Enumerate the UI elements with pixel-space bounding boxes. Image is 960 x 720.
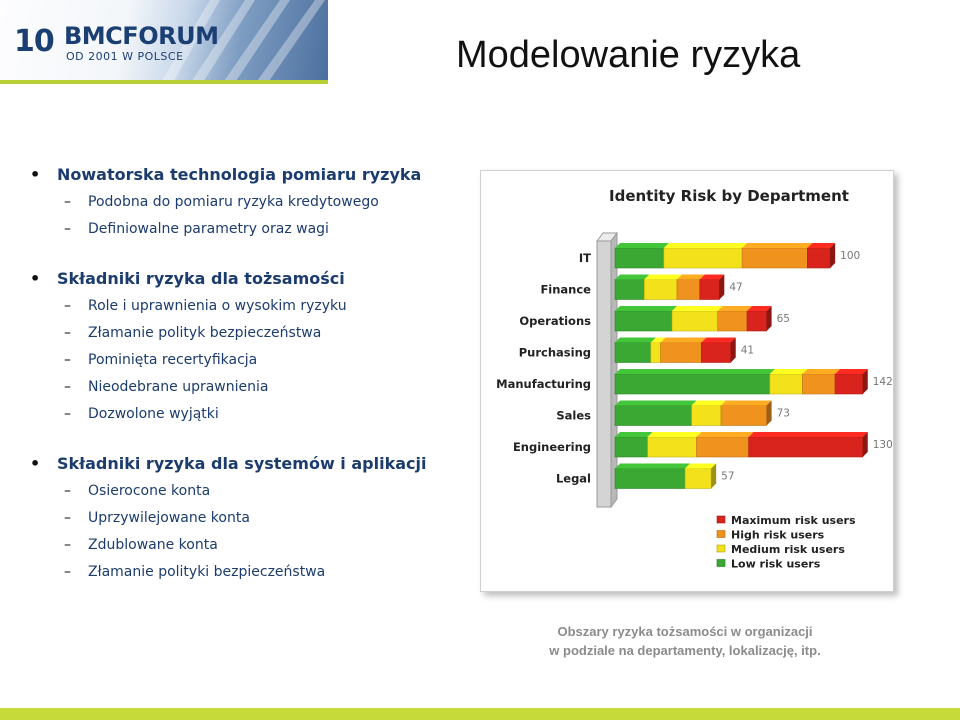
dash-icon: – (64, 324, 71, 341)
bullet-item-text: Zdublowane konta (88, 536, 218, 553)
bullet-item (30, 292, 460, 319)
bar-segment (615, 311, 672, 331)
bullet-item-text: Role i uprawnienia o wysokim ryzyku (88, 297, 347, 314)
axis-pillar-side (611, 233, 617, 507)
category-label: Purchasing (518, 345, 591, 360)
dash-icon: – (64, 297, 71, 314)
bar-segment (692, 406, 721, 426)
bar-segment (661, 343, 702, 363)
bar-segment-top (721, 401, 772, 406)
bullet-item-text: Złamanie polityki bezpieczeństwa (88, 563, 326, 580)
bar-segment (749, 437, 863, 457)
bullet-item-text: Dozwolone wyjątki (88, 405, 219, 422)
bar-segment-top (664, 243, 747, 248)
logo-subtitle: OD 2001 W POLSCE (66, 50, 184, 63)
bullet-item (30, 346, 460, 373)
bar-segment (615, 374, 770, 394)
bullet-dot-icon: • (30, 164, 41, 184)
bar-segment (718, 311, 747, 331)
bar-segment (615, 437, 648, 457)
bar-segment-top (742, 243, 812, 248)
legend-swatch (717, 516, 725, 523)
bullet-item-text: Pominięta recertyfikacja (88, 351, 258, 368)
bullet-item-text: Złamanie polityk bezpieczeństwa (88, 324, 322, 341)
bar-segment-top (615, 275, 649, 280)
bar-total-label: 65 (776, 313, 790, 325)
bar-total-label: 142 (872, 376, 893, 388)
caption-line-1: Obszary ryzyka tożsamości w organizacji (557, 624, 813, 639)
dash-icon: – (64, 405, 71, 422)
bullet-heading-text: Składniki ryzyka dla systemów i aplikacji (57, 453, 427, 473)
bullet-heading (30, 264, 460, 292)
slide-title: Modelowanie ryzyka (456, 34, 801, 76)
bar-segment (615, 280, 644, 300)
dash-icon: – (64, 509, 71, 526)
risk-chart-svg (481, 171, 893, 591)
legend-label: High risk users (731, 528, 825, 542)
bullet-item (30, 400, 460, 427)
dash-icon: – (64, 482, 71, 499)
bar-segment (615, 469, 685, 489)
logo-underline (0, 80, 328, 84)
category-label: Operations (519, 314, 591, 328)
dash-icon: – (64, 351, 71, 368)
bar-segment-top (802, 369, 840, 374)
bullet-item (30, 558, 460, 585)
bar-total-label: 100 (840, 250, 861, 262)
bullet-item (30, 504, 460, 531)
dash-icon: – (64, 536, 71, 553)
bar-segment (677, 280, 700, 300)
bullet-item (30, 215, 460, 242)
bullet-item (30, 188, 460, 215)
bar-segment-top (615, 464, 690, 469)
bullet-group (30, 160, 460, 242)
bullet-group (30, 264, 460, 427)
category-label: Manufacturing (496, 377, 591, 391)
bullet-item (30, 319, 460, 346)
bar-segment (802, 374, 835, 394)
bullet-heading-text: Nowatorska technologia pomiaru ryzyka (57, 164, 422, 184)
bullet-heading-text: Składniki ryzyka dla tożsamości (57, 268, 345, 288)
bar-segment-top (718, 306, 752, 311)
bar-segment (644, 280, 677, 300)
bullet-item-text: Podobna do pomiaru ryzyka kredytowego (88, 193, 379, 210)
risk-chart (480, 170, 894, 592)
bullet-item (30, 477, 460, 504)
bar-segment-top (835, 369, 868, 374)
bar-total-label: 130 (872, 439, 893, 451)
bmc-forum-logo (0, 0, 328, 84)
bar-segment-top (648, 432, 702, 437)
bar-segment-top (615, 369, 775, 374)
legend-swatch (717, 531, 725, 538)
bar-segment-top (615, 401, 697, 406)
bullet-item (30, 373, 460, 400)
bullet-group (30, 449, 460, 585)
bar-segment-top (697, 432, 754, 437)
bar-segment (697, 437, 749, 457)
bar-total-label: 73 (776, 407, 790, 420)
dash-icon: – (64, 193, 71, 210)
category-label: IT (578, 251, 591, 265)
bar-segment-top (661, 338, 707, 343)
bar-segment (648, 437, 697, 457)
chart-caption (500, 622, 870, 660)
bar-segment (672, 311, 718, 331)
legend-label: Maximum risk users (731, 514, 856, 527)
category-label: Engineering (512, 440, 591, 454)
bullet-list (30, 160, 460, 607)
category-label: Finance (540, 282, 591, 297)
bar-total-label: 47 (729, 281, 743, 294)
bullet-dot-icon: • (30, 268, 41, 288)
bullet-item-text: Osierocone konta (88, 482, 211, 499)
legend-label: Medium risk users (731, 543, 845, 556)
bar-segment (615, 248, 664, 268)
bar-segment-top (615, 338, 656, 343)
bar-segment-top (644, 275, 682, 280)
bullet-heading (30, 449, 460, 477)
logo-brand-rest: FORUM (122, 22, 219, 50)
bar-segment-top (692, 401, 726, 406)
logo-brand-bold: BMC (64, 22, 123, 50)
bullet-item-text: Definiowalne parametry oraz wagi (88, 220, 329, 237)
bullet-item-text: Uprzywilejowane konta (88, 509, 250, 526)
bar-segment (807, 248, 830, 268)
legend-swatch (717, 545, 725, 552)
caption-line-2: w podziale na departamenty, lokalizację, itp. (549, 643, 821, 658)
bar-segment-top (701, 338, 735, 343)
bar-segment-top (685, 464, 716, 469)
bar-segment-top (749, 432, 868, 437)
bar-segment (770, 374, 803, 394)
bar-segment-top (770, 369, 808, 374)
axis-pillar (597, 241, 611, 507)
footer-bar (0, 708, 960, 720)
bullet-item-text: Nieodebrane uprawnienia (88, 378, 269, 395)
dash-icon: – (64, 378, 71, 395)
bar-segment-top (672, 306, 723, 311)
logo-brand (64, 22, 218, 50)
bar-total-label: 41 (740, 344, 755, 357)
category-label: Legal (555, 471, 591, 486)
category-label: Sales (556, 408, 591, 423)
bar-segment (701, 343, 730, 363)
bar-total-label: 57 (721, 470, 735, 483)
bar-segment (685, 469, 711, 489)
bar-segment (721, 406, 767, 426)
bar-segment (615, 406, 692, 426)
bar-segment-top (615, 432, 653, 437)
bar-segment (664, 248, 742, 268)
bar-segment (835, 374, 863, 394)
logo-mark: 10 (14, 24, 54, 59)
bar-segment (615, 343, 651, 363)
bullet-dot-icon: • (30, 453, 41, 473)
legend-swatch (717, 560, 725, 567)
bar-segment (742, 248, 807, 268)
legend-label: Low risk users (731, 557, 821, 571)
dash-icon: – (64, 220, 71, 237)
bullet-item (30, 531, 460, 558)
bar-segment-top (615, 306, 677, 311)
chart-title: Identity Risk by Department (609, 187, 849, 205)
dash-icon: – (64, 563, 71, 580)
bar-segment (651, 343, 661, 363)
bullet-heading (30, 160, 460, 188)
bar-segment (747, 311, 767, 331)
bar-segment (700, 280, 720, 300)
bar-segment-top (615, 243, 669, 248)
